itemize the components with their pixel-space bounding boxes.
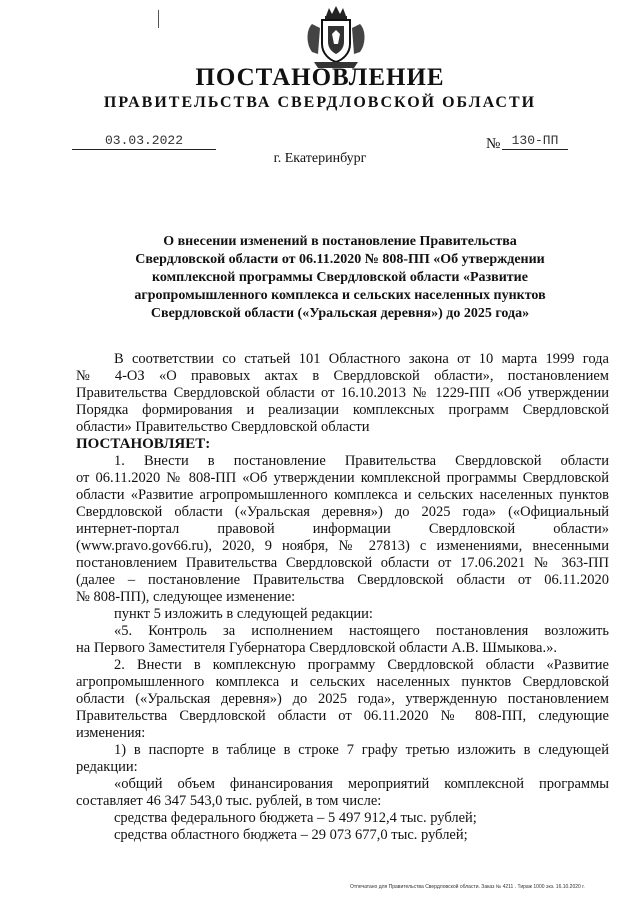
body-line: от 06.11.2020 № 808-ПП «Об утверждении комплексной программы Свердловской: [76, 470, 609, 486]
sverdlovsk-coat-of-arms-icon: [298, 4, 374, 70]
body-line: составляет 46 347 543,0 тыс. рублей, в том числе:: [76, 793, 382, 809]
body-line: Свердловской области («Уральская деревня») до 2025 года» («Официальный: [76, 504, 609, 520]
body-line: (www.pravo.gov66.ru), 2020, 9 ноября, № 27813) с изменениями, внесенными: [76, 538, 609, 554]
resolution-title-line: О внесении изменений в постановление Правительства: [163, 234, 517, 249]
body-line: (далее – постановление Правительства Свердловской области от 06.11.2020: [76, 572, 609, 588]
resolution-title: [110, 233, 570, 323]
body-line: средства федерального бюджета – 5 497 912,4 тыс. рублей;: [114, 810, 477, 826]
resolution-title-line: Свердловской области от 06.11.2020 № 808-ПП «Об утверждении: [135, 252, 545, 267]
body-line: постановлением Правительства Свердловской области от 17.06.2021 № 363-ПП: [76, 555, 609, 571]
body-line: интернет-портал правовой информации Свердловской области»: [76, 521, 609, 537]
body-line: средства областного бюджета – 29 073 677,0 тыс. рублей;: [114, 827, 468, 843]
body-line: области «Развитие агропромышленного комплекса и сельских населенных пунктов: [76, 487, 609, 503]
body-line: 1) в паспорте в таблице в строке 7 графу третью изложить в следующей: [114, 742, 609, 758]
body-line: Правительства Свердловской области от 06.11.2020 № 808-ПП, следующие: [76, 708, 609, 724]
document-type-title: ПОСТАНОВЛЕНИЕ: [195, 64, 445, 91]
body-line: «общий объем финансирования мероприятий комплексной программы: [114, 776, 609, 792]
body-line: В соответствии со статьей 101 Областного закона от 10 марта 1999 года: [114, 351, 609, 367]
body-line: пункт 5 изложить в следующей редакции:: [114, 606, 373, 622]
document-body: [76, 351, 609, 844]
issuing-authority: ПРАВИТЕЛЬСТВА СВЕРДЛОВСКОЙ ОБЛАСТИ: [103, 94, 537, 111]
document-number: 130-ПП: [502, 133, 568, 150]
body-line: Правительства Свердловской области от 16.10.2013 № 1229-ПП «Об утверждении: [76, 385, 609, 401]
number-sign: №: [486, 136, 501, 152]
margin-mark: [158, 10, 159, 28]
body-line: редакции:: [76, 759, 138, 775]
document-date: 03.03.2022: [72, 133, 216, 150]
body-line: области («Уральская деревня») до 2025 года», утвержденную постановлением: [76, 691, 609, 707]
body-line: № 4-ОЗ «О правовых актах в Свердловской области», постановлением: [76, 368, 609, 384]
body-line: Порядка формирования и реализации комплексных программ Свердловской: [76, 402, 609, 418]
body-line: 1. Внести в постановление Правительства Свердловской области: [114, 453, 609, 469]
resolution-title-line: Свердловской области («Уральская деревня») до 2025 года»: [150, 306, 530, 321]
body-line: 2. Внести в комплексную программу Свердловской области «Развитие: [114, 657, 609, 673]
print-note: Отпечатано для Правительства Свердловской области. Заказ № 4211 . Тираж 1000 экз. 16.10.2020 г.: [350, 884, 585, 890]
resolves-heading: ПОСТАНОВЛЯЕТ:: [76, 436, 211, 452]
body-line: «5. Контроль за исполнением настоящего постановления возложить: [114, 623, 609, 639]
resolution-title-line: агропромышленного комплекса и сельских населенных пунктов: [134, 288, 546, 303]
body-line: № 808-ПП), следующее изменение:: [76, 589, 296, 605]
city: г. Екатеринбург: [273, 151, 367, 166]
resolution-title-line: комплексной программы Свердловской области «Развитие: [152, 270, 528, 285]
body-line: области» Правительство Свердловской области: [76, 419, 370, 435]
body-line: агропромышленного комплекса и сельских населенных пунктов Свердловской: [76, 674, 609, 690]
body-line: на Первого Заместителя Губернатора Свердловской области А.В. Шмыкова.».: [76, 640, 557, 656]
body-line: изменения:: [76, 725, 146, 741]
